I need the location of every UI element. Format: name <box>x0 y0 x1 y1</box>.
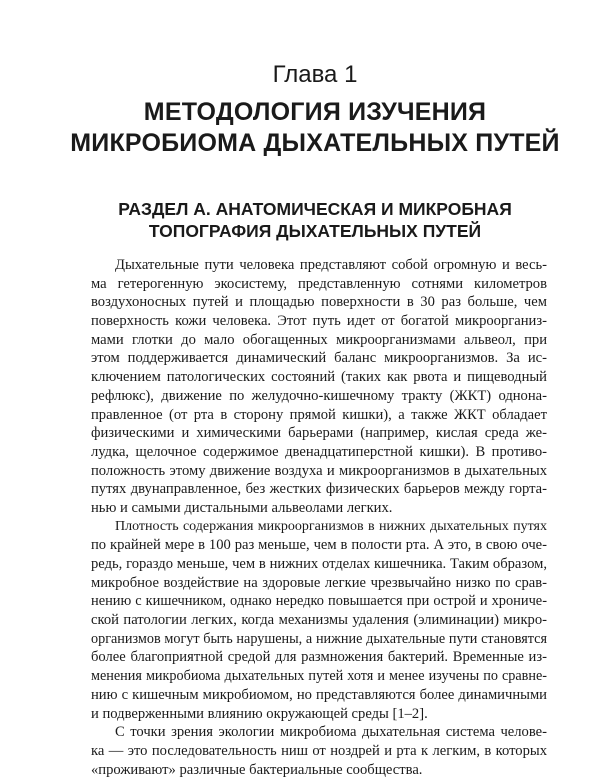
chapter-label: Глава 1 <box>272 61 358 88</box>
text-line: поверхность кожи человека. Этот путь идет от богатой микроорганиз- <box>91 313 547 330</box>
text-line: организмов могут быть нарушены, а нижние дыхательные пути становятся <box>91 630 547 647</box>
text-line: лудка, щелочное содержимое двенадцатиперстной кишки). В противо- <box>91 443 547 460</box>
paragraph <box>91 518 547 724</box>
text-line: ма гетерогенную экосистему, представленную сотнями километров <box>91 275 547 292</box>
section-title-line: РАЗДЕЛ А. АНАТОМИЧЕСКАЯ И МИКРОБНАЯ <box>118 199 512 219</box>
text-line: воздухоносных путей и площадью поверхности в 30 раз больше, чем <box>91 294 547 311</box>
text-line: ской патологии легких, когда механизмы удаления (элиминации) микро- <box>91 612 547 629</box>
text-line: Дыхательные пути человека представляют собой огромную и весь- <box>115 257 547 273</box>
chapter-title <box>0 97 600 159</box>
text-line: физическими и химическими барьерами (например, кислая среда же- <box>91 425 547 442</box>
text-line: микробное воздействие на здоровые легкие чрезвычайно низко по срав- <box>91 574 547 591</box>
text-line: С точки зрения экологии микробиома дыхательная система челове- <box>115 724 547 741</box>
chapter-title-line: МИКРОБИОМА ДЫХАТЕЛЬНЫХ ПУТЕЙ <box>70 129 560 157</box>
text-line: ключением патологических состояний (таких как рвота и пищеводный <box>91 369 547 386</box>
text-line: ка — это последовательность ниш от ноздрей и рта к легким, в которых <box>91 742 547 759</box>
paragraph <box>91 256 547 518</box>
section-title-line: ТОПОГРАФИЯ ДЫХАТЕЛЬНЫХ ПУТЕЙ <box>148 221 482 241</box>
text-line: нению с кишечником, однако нередко повышается при острой и хрониче- <box>91 593 547 610</box>
text-line: более благоприятной средой для размножения бактерий. Временные из- <box>91 649 547 666</box>
chapter-title-line: МЕТОДОЛОГИЯ ИЗУЧЕНИЯ <box>143 98 487 126</box>
text-line: менения микробиома дыхательных путей хотя и менее изучены по сравне- <box>91 668 547 685</box>
text-line: правленное (от рта в сторону прямой кишки), а также ЖКТ обладает <box>91 406 547 423</box>
text-line: мами глотки до мало обогащенных микроорганизмами альвеол, при <box>91 331 547 348</box>
text-line: нию с кишечным микробиомом, но представляются более динамичными <box>91 686 547 703</box>
text-line: по крайней мере в 100 раз меньше, чем в полости рта. А это, в свою оче- <box>91 537 547 554</box>
text-line: «проживают» различные бактериальные сообщества. <box>91 761 423 778</box>
text-line: положность этому движение воздуха и микроорганизмов в дыхательных <box>91 462 547 479</box>
section-title <box>0 198 600 242</box>
text-line: этом поддерживается динамический баланс микроорганизмов. За ис- <box>91 350 547 367</box>
text-line: путях двунаправленное, без жестких физических барьеров между горта- <box>91 481 547 498</box>
text-line: рефлюкс), движение по желудочно-кишечному тракту (ЖКТ) однона- <box>91 387 547 404</box>
text-line: нью и самыми дистальными альвеолами легких. <box>91 499 393 516</box>
body-text <box>91 256 547 779</box>
text-line: редь, гораздо меньше, чем в нижних отделах кишечника. Таким образом, <box>91 556 547 572</box>
text-line: Плотность содержания микроорганизмов в нижних дыхательных путях <box>115 518 547 534</box>
paragraph <box>91 723 547 779</box>
text-line: и подверженными влиянию окружающей среды [1–2]. <box>91 705 428 722</box>
